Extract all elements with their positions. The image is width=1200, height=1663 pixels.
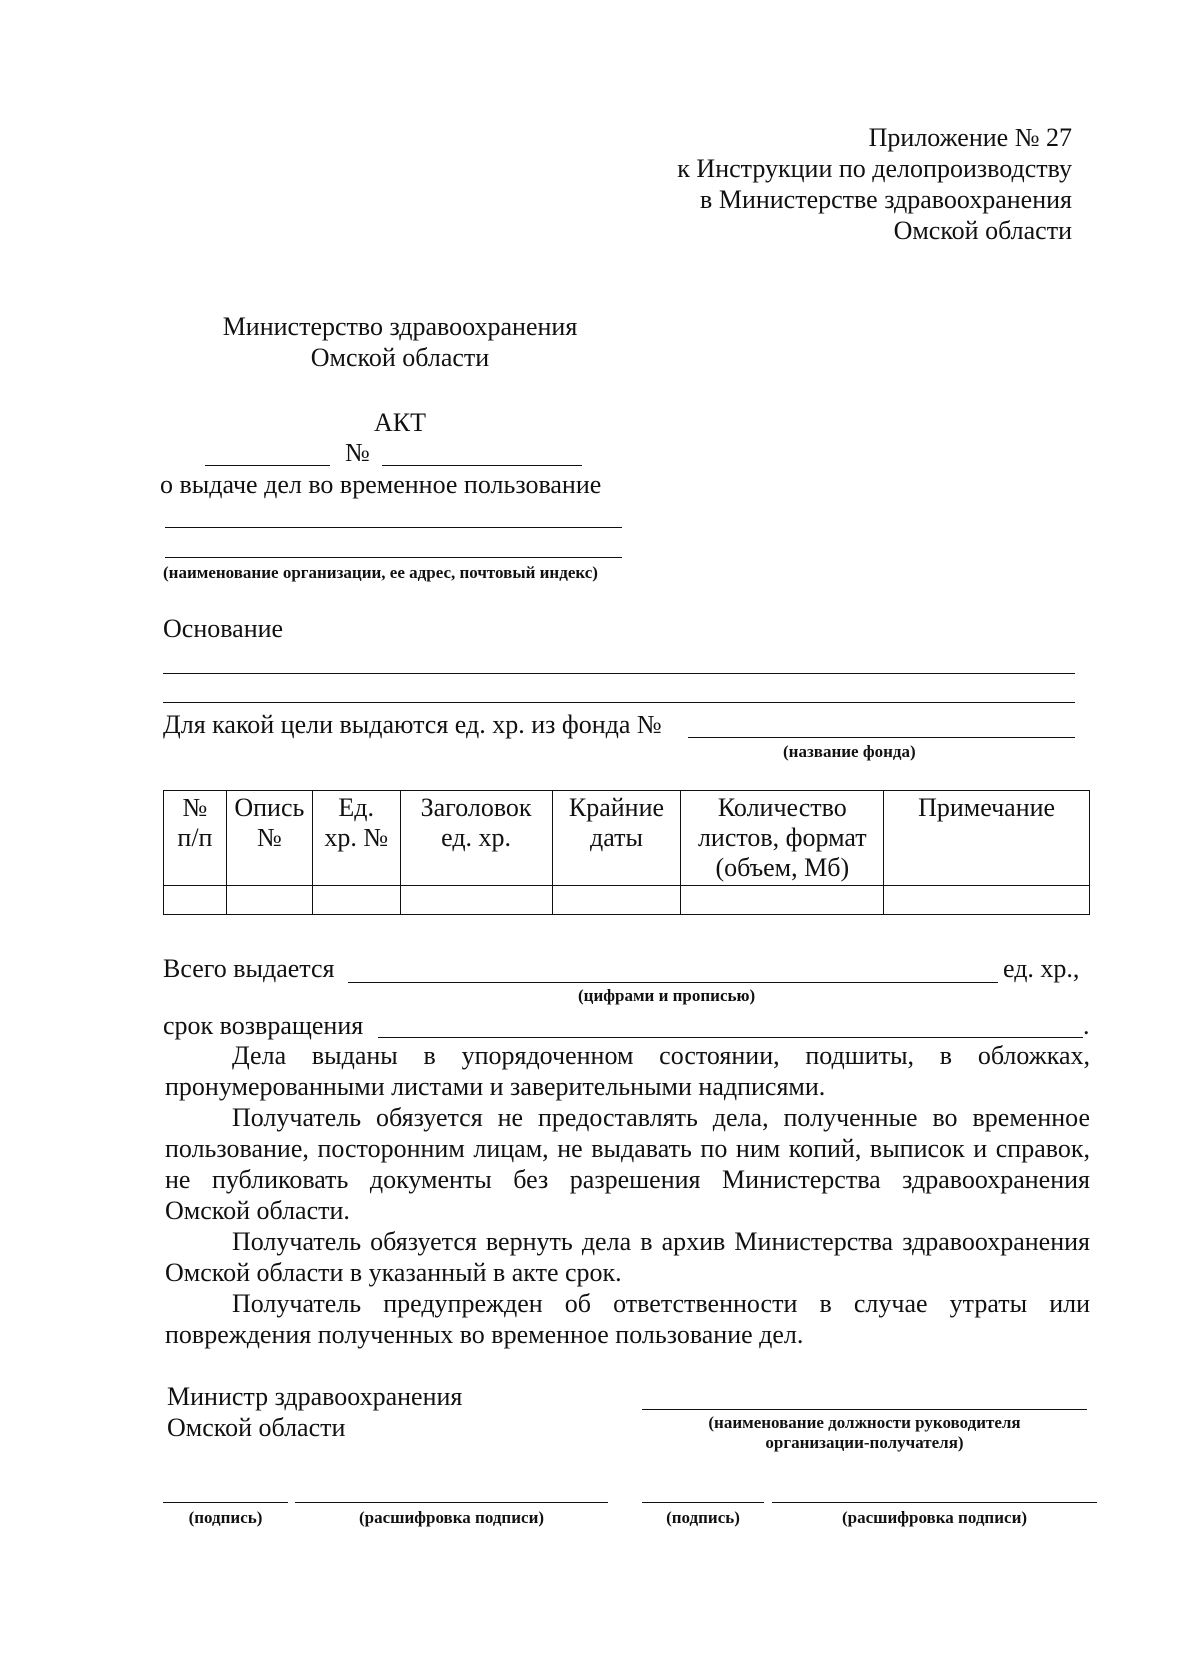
paragraph-2: Получатель обязуется не предоставлять дела, полученные во временное пользование, посторонним лицам, не выдавать по ним копий, выписок и справок, не публиковать документы без разрешения Министерства здравоохранения Омской области. xyxy=(165,1103,1090,1225)
col-header-inventory: Опись № xyxy=(226,791,312,886)
col-header-num: № п/п xyxy=(164,791,227,886)
basis-label: Основание xyxy=(163,614,284,643)
fund-line[interactable] xyxy=(688,737,1075,738)
ministry-line-2: Омской области xyxy=(310,343,490,372)
recipient-position-caption: (наименование должности руководителя организации-получателя) xyxy=(708,1413,1021,1452)
left-decode-caption: (расшифровка подписи) xyxy=(358,1508,545,1527)
return-line[interactable] xyxy=(378,1037,1083,1038)
left-signer-title-2: Омской области xyxy=(167,1413,346,1442)
appendix-line-1: Приложение № 27 xyxy=(868,123,1072,152)
col-header-sheets: Количество листов, формат (объем, Мб) xyxy=(681,791,884,886)
appendix-line-3: в Министерстве здравоохранения xyxy=(700,185,1072,214)
ministry-line-1: Министерство здравоохранения xyxy=(222,312,578,341)
table-cell[interactable] xyxy=(164,886,227,915)
act-number-line[interactable] xyxy=(382,465,582,466)
body-text xyxy=(165,1040,1090,1350)
basis-line-1[interactable] xyxy=(163,673,1075,674)
org-line-1[interactable] xyxy=(165,527,622,528)
total-caption: (цифрами и прописью) xyxy=(578,986,756,1005)
col-header-unit: Ед. хр. № xyxy=(312,791,400,886)
return-label: срок возвращения xyxy=(163,1011,364,1040)
appendix-line-2: к Инструкции по делопроизводству xyxy=(677,154,1072,183)
col-header-note: Примечание xyxy=(884,791,1090,886)
right-signature-line[interactable] xyxy=(642,1502,764,1503)
table-header-row xyxy=(164,791,1090,886)
total-label: Всего выдается xyxy=(163,954,335,983)
act-number-sign: № xyxy=(345,438,370,467)
recipient-position-line[interactable] xyxy=(642,1409,1087,1410)
col-header-title: Заголовок ед. хр. xyxy=(400,791,552,886)
cases-table xyxy=(163,790,1090,915)
left-signature-line[interactable] xyxy=(163,1502,288,1503)
org-caption: (наименование организации, ее адрес, почтовый индекс) xyxy=(163,563,598,582)
paragraph-3: Получатель обязуется вернуть дела в архив Министерства здравоохранения Омской области в указанный в акте срок. xyxy=(165,1227,1090,1287)
col-header-dates: Крайние даты xyxy=(552,791,681,886)
right-decode-caption: (расшифровка подписи) xyxy=(841,1508,1028,1527)
act-title: АКТ xyxy=(374,408,426,437)
left-signer-title-1: Министр здравоохранения xyxy=(167,1382,463,1411)
paragraph-1: Дела выданы в упорядоченном состоянии, подшиты, в обложках, пронумерованными листами и заверительными надписями. xyxy=(165,1041,1090,1101)
table-cell[interactable] xyxy=(400,886,552,915)
basis-line-2[interactable] xyxy=(163,702,1075,703)
fund-caption: (название фонда) xyxy=(783,742,916,761)
table-cell[interactable] xyxy=(884,886,1090,915)
table-row xyxy=(164,886,1090,915)
table-cell[interactable] xyxy=(312,886,400,915)
paragraph-4: Получатель предупрежден об ответственности в случае утраты или повреждения полученных во временное пользование дел. xyxy=(165,1289,1090,1349)
purpose-label: Для какой цели выдаются ед. хр. из фонда № xyxy=(163,710,662,739)
right-signature-caption: (подпись) xyxy=(666,1508,740,1527)
act-date-line[interactable] xyxy=(205,465,330,466)
left-signature-caption: (подпись) xyxy=(188,1508,263,1527)
right-decode-line[interactable] xyxy=(772,1502,1097,1503)
table-cell[interactable] xyxy=(226,886,312,915)
act-subtitle: о выдаче дел во временное пользование xyxy=(160,470,602,499)
total-unit: ед. хр., xyxy=(1003,954,1080,983)
table-cell[interactable] xyxy=(681,886,884,915)
org-line-2[interactable] xyxy=(165,557,622,558)
left-decode-line[interactable] xyxy=(295,1502,608,1503)
appendix-block xyxy=(677,122,1072,246)
table-cell[interactable] xyxy=(552,886,681,915)
appendix-line-4: Омской области xyxy=(893,216,1072,245)
total-line[interactable] xyxy=(348,982,998,983)
ministry-block xyxy=(140,311,660,373)
return-period: . xyxy=(1083,1011,1090,1040)
